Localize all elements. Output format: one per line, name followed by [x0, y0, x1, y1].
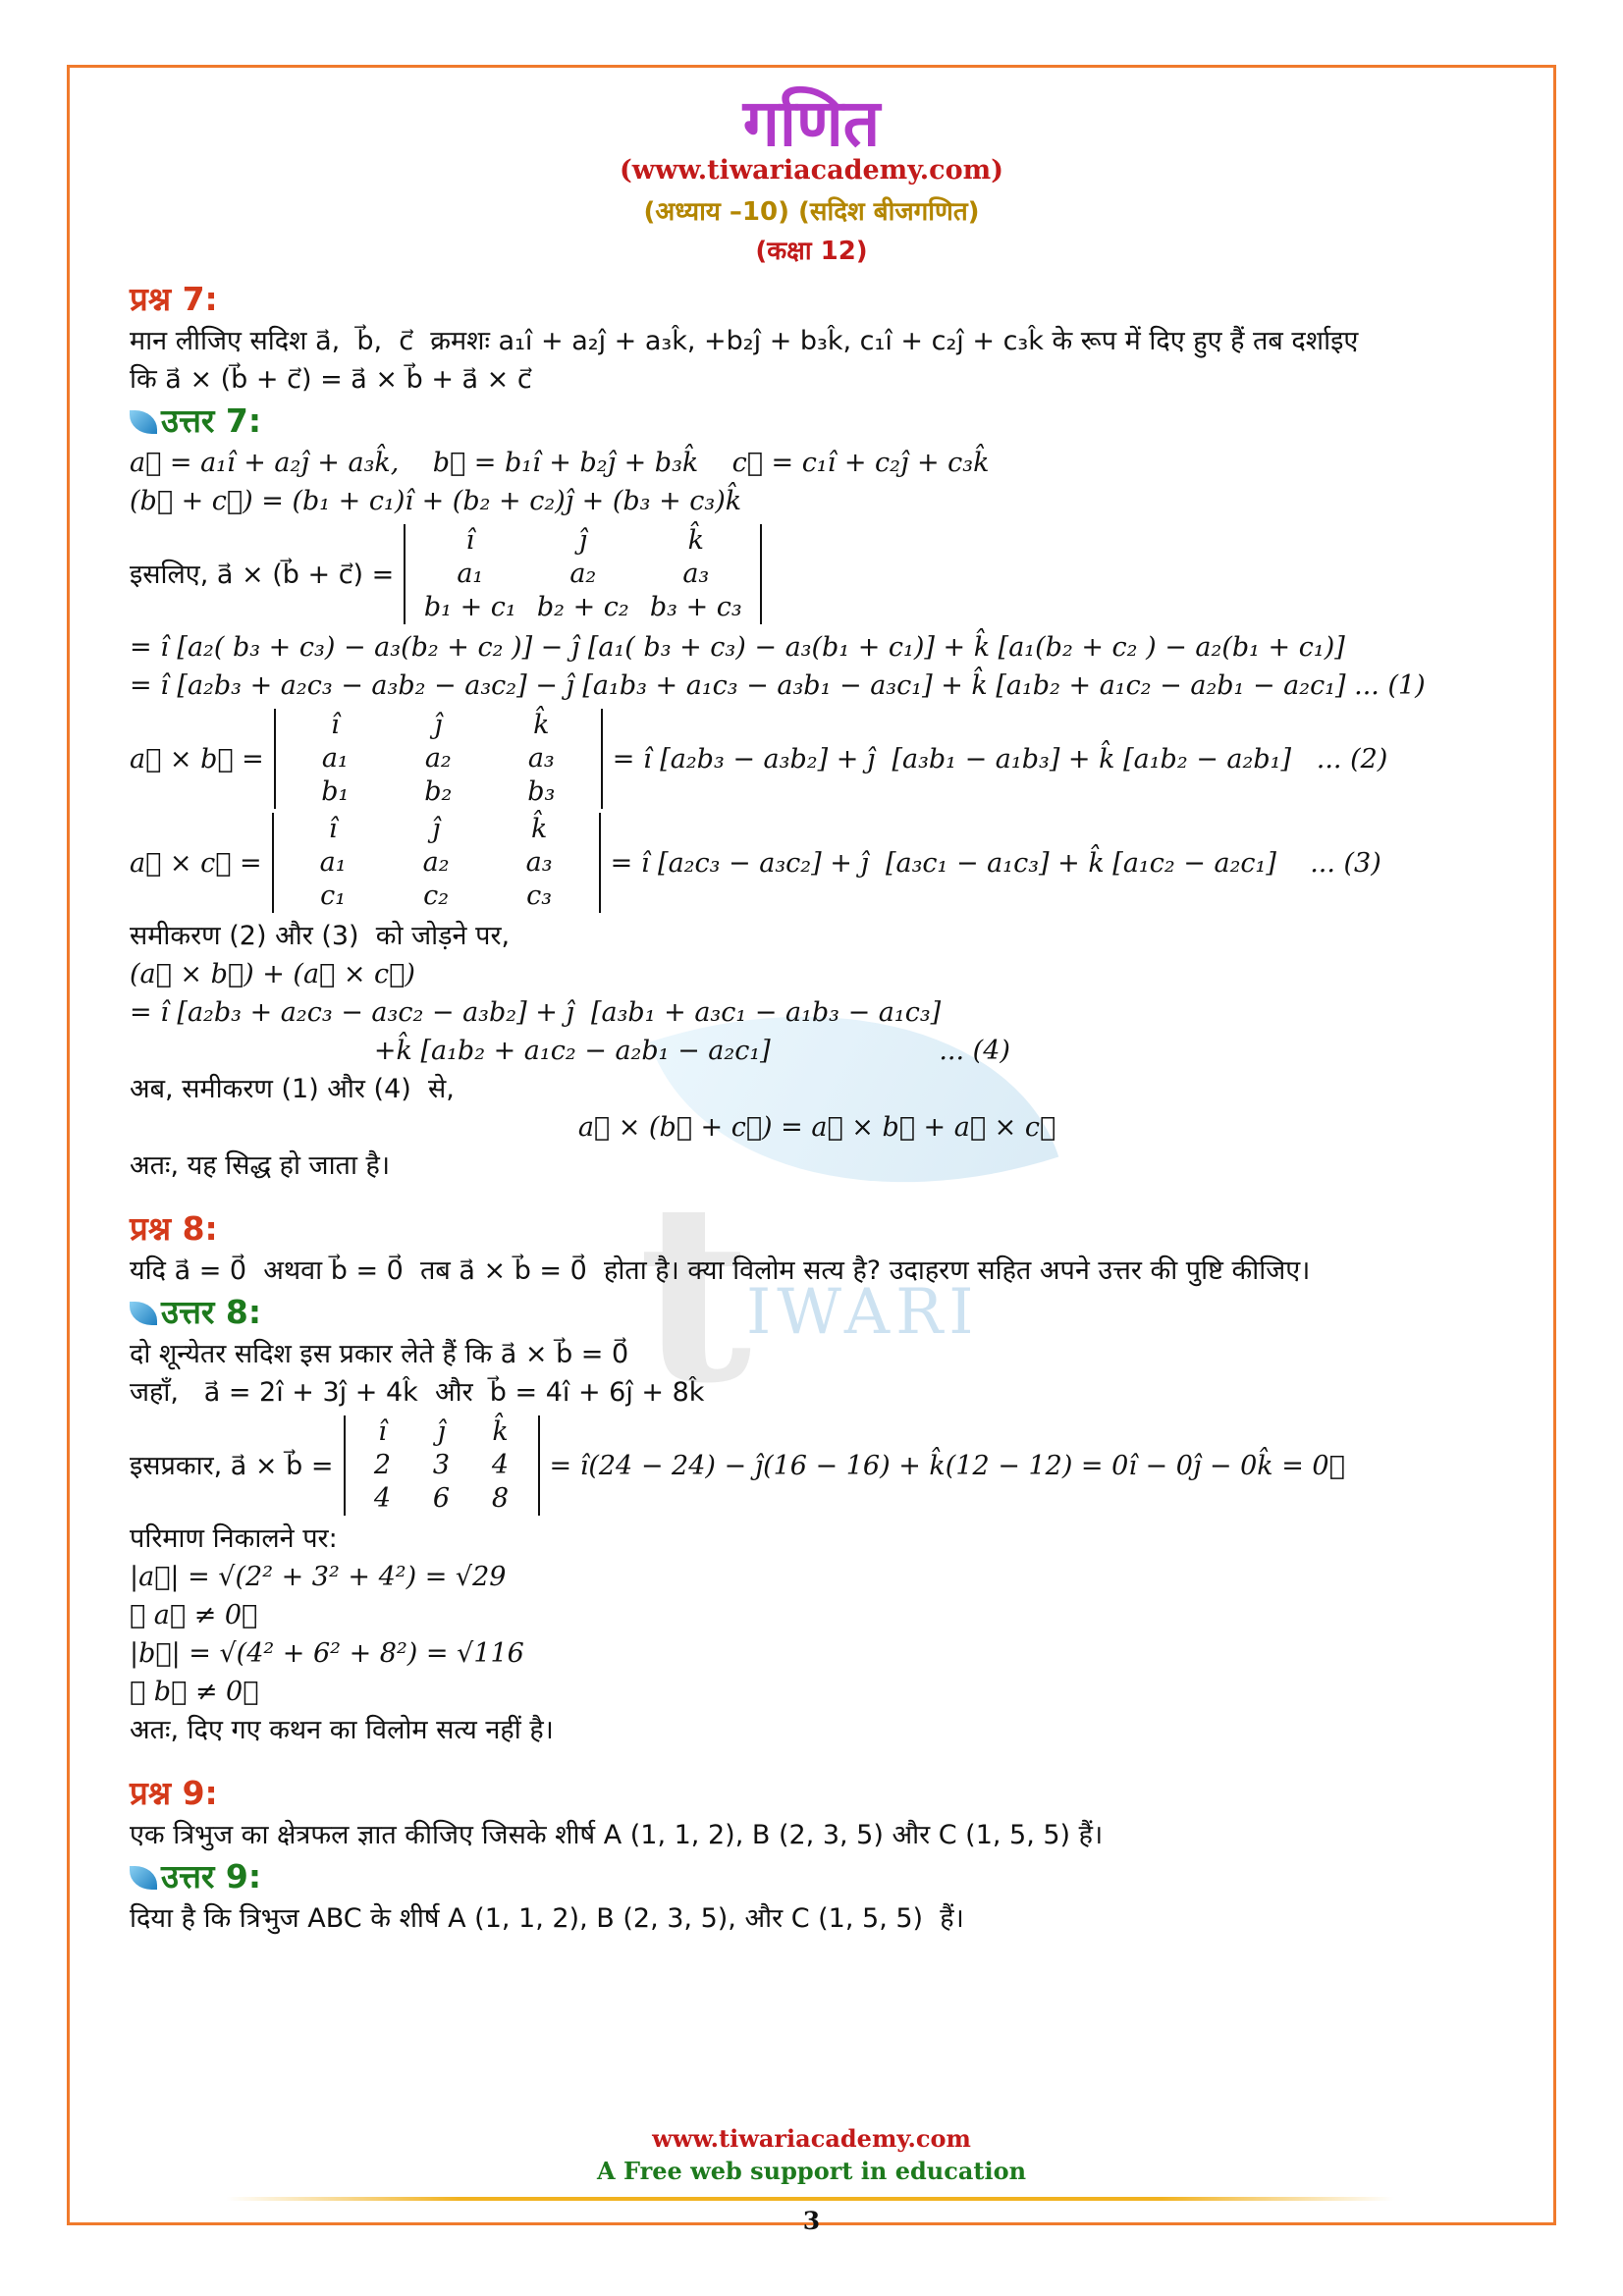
- answer-line: (a⃗ × b⃗) + (a⃗ × c⃗): [130, 959, 415, 989]
- header-website: (www.tiwariacademy.com): [620, 155, 1003, 186]
- answer-8-label: उत्तर 8:: [161, 1293, 262, 1331]
- answer-9-label: उत्तर 9:: [161, 1857, 262, 1896]
- footer-tagline: A Free web support in education: [596, 2157, 1027, 2185]
- determinant-row: [130, 709, 1504, 809]
- watermark-letter: t: [638, 1148, 752, 1437]
- answer-line: = î [a₂b₃ + a₂c₃ − a₃c₂ − a₃b₂] + ĵ [a₃b₁ + a₃c₁ − a₁b₃ − a₁c₃]: [130, 997, 942, 1028]
- determinant-result: = î(24 − 24) − ĵ(16 − 16) + k̂(12 − 12) = 0î − 0ĵ − 0k̂ = 0⃗: [549, 1450, 1345, 1481]
- determinant-label: a⃗ × b⃗ =: [130, 743, 264, 774]
- answer-line: ∴ a⃗ ≠ 0⃗: [130, 1600, 258, 1630]
- page-content: [130, 277, 1504, 1938]
- matrix-cell: ĵ: [578, 525, 587, 556]
- matrix-cell: 2: [373, 1450, 392, 1480]
- footer-divider: [226, 2197, 1394, 2201]
- answer-line: अब, समीकरण (1) और (4) से,: [130, 1074, 455, 1104]
- matrix-cell: î: [328, 814, 338, 844]
- matrix-cell: k̂: [530, 814, 548, 844]
- matrix-cell: a₃: [527, 743, 555, 774]
- matrix-cell: 4: [491, 1450, 510, 1480]
- matrix-cell: k̂: [492, 1416, 509, 1447]
- leaf-icon: [130, 1866, 157, 1890]
- matrix-cell: î: [330, 710, 340, 740]
- question-8-text: यदि a⃗ = 0⃗ अथवा b⃗ = 0⃗ तब a⃗ × b⃗ = 0⃗ होता है। क्या विलोम सत्य है? उदाहरण सहित अपने उत्तर की पुष्टि कीजिए।: [130, 1255, 1311, 1286]
- question-9-heading: प्रश्न 9:: [130, 1774, 218, 1812]
- determinant-label: इसलिए, a⃗ × (b⃗ + c⃗) =: [130, 559, 395, 590]
- matrix-cell: 8: [491, 1483, 510, 1514]
- matrix-cell: î: [378, 1416, 387, 1447]
- matrix-cell: k̂: [687, 525, 704, 556]
- matrix-cell: a₃: [525, 847, 553, 878]
- page-title: गणित: [742, 85, 881, 161]
- determinant-label: इसप्रकार, a⃗ × b⃗ =: [130, 1450, 334, 1481]
- matrix-cell: ĵ: [437, 1416, 446, 1447]
- answer-line: = î [a₂b₃ + a₂c₃ − a₃b₂ − a₃c₂] − ĵ [a₁b₃ + a₁c₃ − a₃b₁ − a₃c₁] + k̂ [a₁b₂ + a₁c₂ − a₂b₁ − a₂c₁] ... (1): [130, 670, 1426, 701]
- answer-line: a⃗ = a₁î + a₂ĵ + a₃k̂, b⃗ = b₁î + b₂ĵ + b₃k̂ c⃗ = c₁î + c₂ĵ + c₃k̂: [130, 448, 990, 478]
- matrix-cell: ĵ: [434, 710, 443, 740]
- determinant-row: [130, 524, 1504, 624]
- determinant-result: = î [a₂b₃ − a₃b₂] + ĵ [a₃b₁ − a₁b₃] + k̂ [a₁b₂ − a₂b₁] ... (2): [612, 743, 1388, 774]
- question-7-heading: प्रश्न 7:: [130, 280, 218, 318]
- matrix-cell: c₃: [526, 881, 553, 911]
- leaf-icon: [130, 1302, 157, 1325]
- matrix-cell: î: [465, 525, 475, 556]
- leaf-icon: [130, 410, 157, 434]
- matrix-cell: a₁: [321, 743, 349, 774]
- determinant-matrix: [344, 1415, 540, 1516]
- matrix-cell: a₂: [569, 559, 597, 589]
- matrix-cell: 4: [373, 1483, 392, 1514]
- matrix-cell: b₃ + c₃: [649, 592, 742, 622]
- question-7-text-2: कि a⃗ × (b⃗ + c⃗) = a⃗ × b⃗ + a⃗ × c⃗: [130, 364, 532, 395]
- answer-conclusion: अतः, यह सिद्ध हो जाता है।: [130, 1150, 391, 1181]
- matrix-cell: 3: [432, 1450, 451, 1480]
- question-7-text: मान लीजिए सदिश a⃗, b⃗, c⃗ क्रमशः a₁î + a₂ĵ + a₃k̂, +b₂ĵ + b₃k̂, c₁î + c₂ĵ + c₃k̂ के रूप में दिए हुए हैं तब दर्शाइए: [130, 326, 1359, 356]
- answer-line: परिमाण निकालने पर:: [130, 1523, 338, 1554]
- answer-conclusion: अतः, दिए गए कथन का विलोम सत्य नहीं है।: [130, 1715, 554, 1745]
- footer-website: www.tiwariacademy.com: [652, 2124, 971, 2153]
- class-label: (कक्षा 12): [755, 237, 868, 266]
- determinant-row: [130, 1415, 1504, 1516]
- answer-line: +k̂ [a₁b₂ + a₁c₂ − a₂b₁ − a₂c₁] ... (4): [130, 1036, 1010, 1066]
- determinant-label: a⃗ × c⃗ =: [130, 847, 262, 879]
- matrix-cell: b₂ + c₂: [536, 592, 629, 622]
- answer-result: a⃗ × (b⃗ + c⃗) = a⃗ × b⃗ + a⃗ × c⃗: [577, 1112, 1056, 1143]
- answer-line: ∴ b⃗ ≠ 0⃗: [130, 1677, 259, 1707]
- matrix-cell: b₂: [424, 776, 453, 807]
- matrix-cell: c₂: [423, 881, 450, 911]
- determinant-matrix: [272, 813, 601, 913]
- chapter-label: (अध्याय –10) (सदिश बीजगणित): [643, 197, 980, 227]
- matrix-cell: a₁: [319, 847, 347, 878]
- matrix-cell: a₃: [682, 559, 710, 589]
- answer-line: दो शून्येतर सदिश इस प्रकार लेते हैं कि a⃗ × b⃗ = 0⃗: [130, 1339, 629, 1369]
- matrix-cell: c₁: [320, 881, 347, 911]
- watermark-text: IWARI: [746, 1276, 980, 1349]
- answer-line: = î [a₂( b₃ + c₃) − a₃(b₂ + c₂ )] − ĵ [a₁( b₃ + c₃) − a₃(b₁ + c₁)] + k̂ [a₁(b₂ + c₂ ) − a₂(b₁ + c₁)]: [130, 632, 1345, 663]
- matrix-cell: ĵ: [431, 814, 441, 844]
- answer-line: (b⃗ + c⃗) = (b₁ + c₁)î + (b₂ + c₂)ĵ + (b₃ + c₃)k̂: [130, 486, 742, 516]
- answer-7-heading: [130, 399, 1504, 444]
- determinant-matrix: [274, 709, 603, 809]
- answer-line: |a⃗| = √(2² + 3² + 4²) = √29: [130, 1562, 507, 1592]
- matrix-cell: a₂: [424, 743, 452, 774]
- matrix-cell: 6: [432, 1483, 451, 1514]
- matrix-cell: b₃: [527, 776, 556, 807]
- matrix-cell: b₁ + c₁: [423, 592, 516, 622]
- answer-line: दिया है कि त्रिभुज ABC के शीर्ष A (1, 1, 2), B (2, 3, 5), और C (1, 5, 5) हैं।: [130, 1903, 964, 1934]
- question-9-text: एक त्रिभुज का क्षेत्रफल ज्ञात कीजिए जिसके शीर्ष A (1, 1, 2), B (2, 3, 5) और C (1, 5, 5) हैं।: [130, 1820, 1104, 1850]
- matrix-cell: a₂: [422, 847, 450, 878]
- answer-8-heading: [130, 1290, 1504, 1335]
- matrix-cell: b₁: [321, 776, 350, 807]
- answer-7-label: उत्तर 7:: [161, 401, 262, 440]
- determinant-matrix: [404, 524, 762, 624]
- matrix-cell: k̂: [533, 710, 550, 740]
- answer-line: समीकरण (2) और (3) को जोड़ने पर,: [130, 921, 511, 951]
- matrix-cell: a₁: [457, 559, 484, 589]
- determinant-row: [130, 813, 1504, 913]
- answer-line: जहाँ, a⃗ = 2î + 3ĵ + 4k̂ और b⃗ = 4î + 6ĵ + 8k̂: [130, 1377, 705, 1408]
- answer-9-heading: [130, 1854, 1504, 1899]
- question-8-heading: प्रश्न 8:: [130, 1209, 218, 1248]
- page-number: 3: [802, 2207, 821, 2235]
- answer-line: |b⃗| = √(4² + 6² + 8²) = √116: [130, 1638, 524, 1669]
- determinant-result: = î [a₂c₃ − a₃c₂] + ĵ [a₃c₁ − a₁c₃] + k̂ [a₁c₂ − a₂c₁] ... (3): [610, 847, 1381, 879]
